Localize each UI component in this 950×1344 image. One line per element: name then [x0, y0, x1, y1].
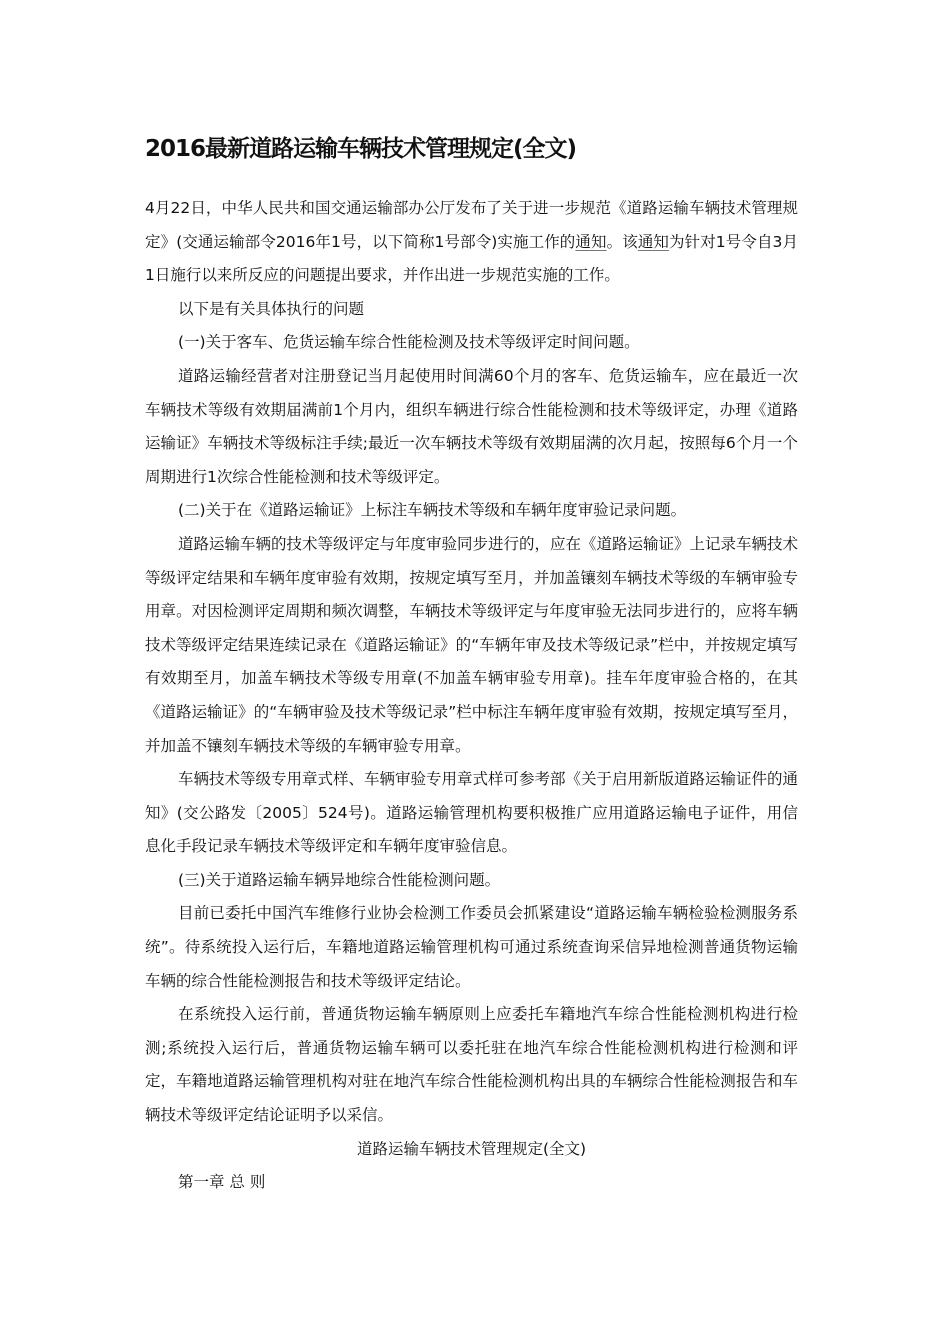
section-heading-3: (三)关于道路运输车辆异地综合性能检测问题。: [178, 870, 501, 889]
intro-text-1: 4月22日，中华人民共和国交通运输部办公厅发布了关于进一步规范《道路运输车辆技术管理规定》(交通运输部令2016年1号，以下简称1号部令)实施工作的: [145, 199, 798, 251]
notice-link-1[interactable]: 通知: [575, 232, 607, 251]
body-paragraph: 道路运输经营者对注册登记当月起使用时间满60个月的客车、危货运输车，应在最近一次车辆技术等级有效期届满前1个月内，组织车辆进行综合性能检测和技术等级评定，办理《道路运输证》车辆技术等级标注手续;最近一次车辆技术等级有效期届满的次月起，按照每6个月一个周期进行1次综合性能检测和技术等级评定。: [145, 366, 798, 486]
document-title: 2016最新道路运输车辆技术管理规定(全文): [145, 136, 577, 162]
section-heading-2: (二)关于在《道路运输证》上标注车辆技术等级和车辆年度审验记录问题。: [178, 501, 687, 520]
section-heading-1: (一)关于客车、危货运输车综合性能检测及技术等级评定时间问题。: [178, 333, 640, 352]
chapter-heading: 第一章 总 则: [178, 1173, 266, 1192]
body-paragraph: 车辆技术等级专用章式样、车辆审验专用章式样可参考部《关于启用新版道路运输证件的通知》(交公路发〔2005〕524号)。道路运输管理机构要积极推广应用道路运输电子证件，用信息化手段记录车辆技术等级评定和车辆年度审验信息。: [145, 770, 799, 856]
notice-link-2[interactable]: 通知: [637, 232, 670, 251]
intro-paragraph: [145, 192, 798, 293]
body-paragraph: 目前已委托中国汽车维修行业协会检测工作委员会抓紧建设“道路运输车辆检验检测服务系统”。待系统投入运行后，车籍地道路运输管理机构可通过系统查询采信异地检测普通货物运输车辆的综合性能检测报告和技术等级评定结论。: [145, 904, 798, 990]
center-heading: 道路运输车辆技术管理规定(全文): [356, 1139, 587, 1158]
body-paragraph-intro-line: 以下是有关具体执行的问题: [178, 299, 365, 318]
intro-text-3: 为针对1号令自3月1日施行以来所反应的问题提出要求，并作出进一步规范实施的工作。: [145, 232, 798, 285]
intro-text-2: 。该: [606, 232, 638, 251]
document-body: [145, 192, 798, 1200]
body-paragraph: 在系统投入运行前，普通货物运输车辆原则上应委托车籍地汽车综合性能检测机构进行检测;系统投入运行后，普通货物运输车辆可以委托驻在地汽车综合性能检测机构进行检测和评定，车籍地道路运输管理机构对驻在地汽车综合性能检测机构出具的车辆综合性能检测报告和车辆技术等级评定结论证明予以采信。: [145, 1005, 798, 1125]
body-paragraph: 道路运输车辆的技术等级评定与年度审验同步进行的，应在《道路运输证》上记录车辆技术等级评定结果和车辆年度审验有效期，按规定填写至月，并加盖镶刻车辆技术等级的车辆审验专用章。对因检测评定周期和频次调整，车辆技术等级评定与年度审验无法同步进行的，应将车辆技术等级评定结果连续记录在《道路运输证》的“车辆年审及技术等级记录”栏中，并按规定填写有效期至月，加盖车辆技术等级专用章(不加盖车辆审验专用章)。挂车年度审验合格的，在其《道路运输证》的“车辆审验及技术等级记录”栏中标注车辆年度审验有效期，按规定填写至月，并加盖不镶刻车辆技术等级的车辆审验专用章。: [145, 534, 799, 755]
